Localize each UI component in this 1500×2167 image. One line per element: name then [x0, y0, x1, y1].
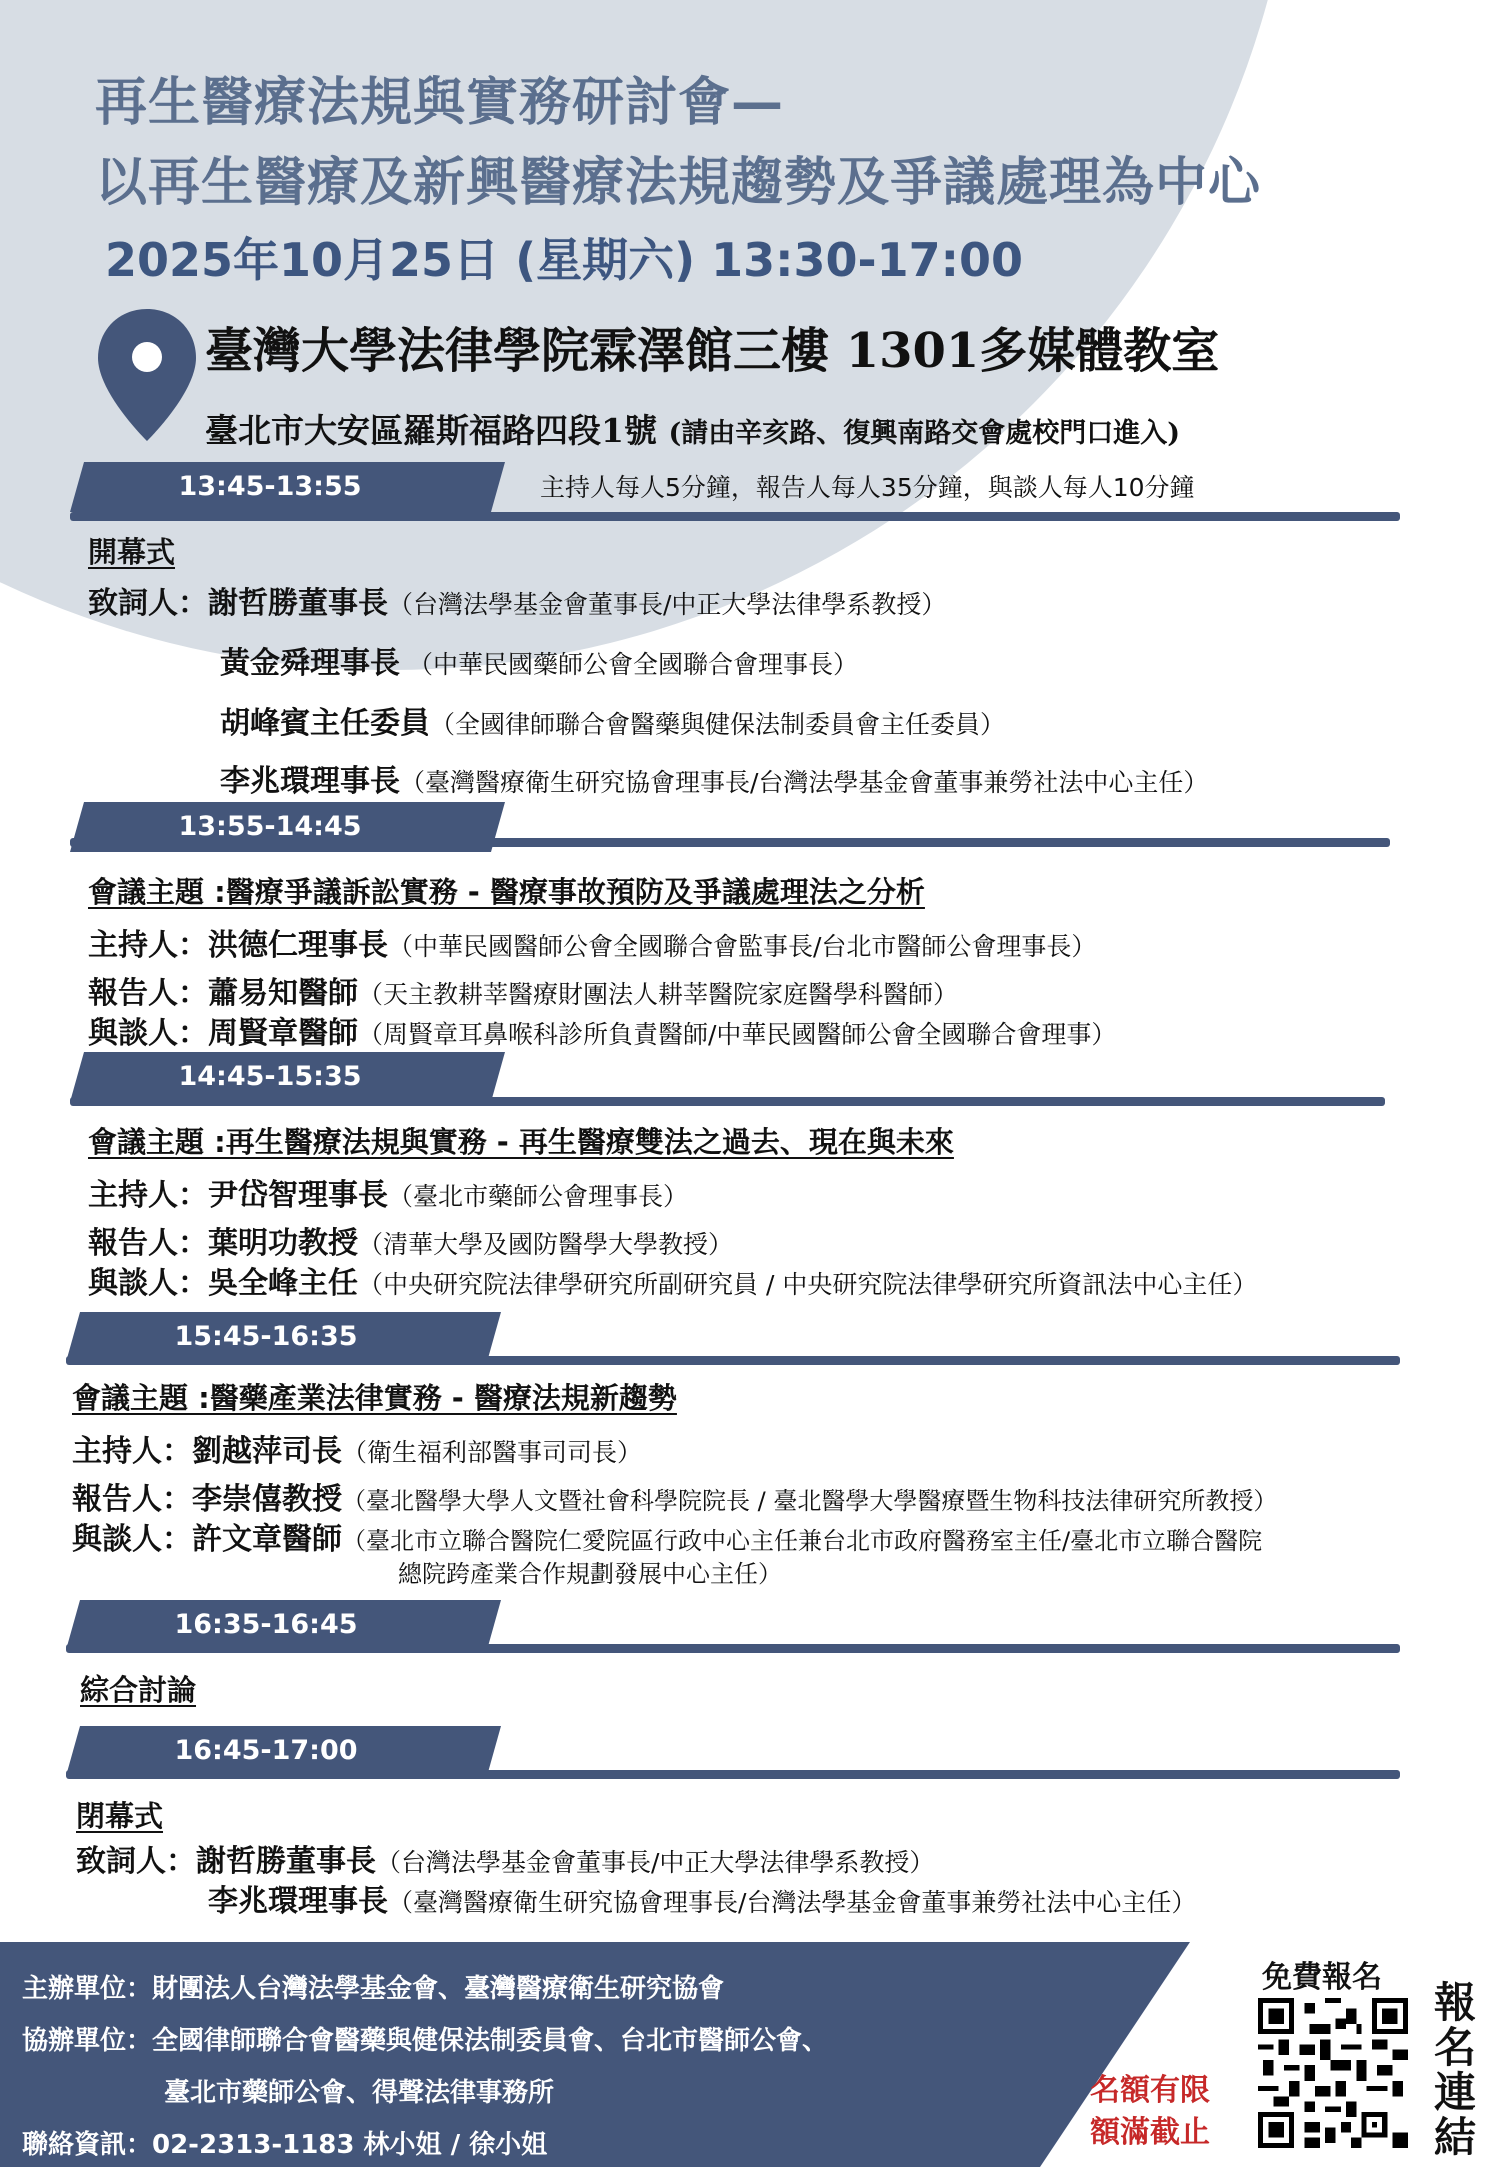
co-organizer-text-cont: 臺北市藥師公會、得聲法律事務所 [164, 2078, 555, 2108]
speaker-name: 李兆環理事長 [220, 764, 400, 799]
speaker-desc: （清華大學及國防醫學大學教授） [358, 1230, 734, 1259]
organizer-text: 主辦單位：財團法人台灣法學基金會、臺灣醫療衛生研究協會 [22, 1974, 725, 2004]
session-2-heading: 會議主題 :醫療爭議訴訟實務 - 醫療事故預防及爭議處理法之分析 [88, 875, 925, 909]
speaker-role: 致詞人： [88, 586, 208, 621]
speaker-desc: （台灣法學基金會董事長/中正大學法律學系教授） [376, 1848, 935, 1877]
session-1-time: 13:45-13:55 [178, 471, 362, 502]
speaker-row [208, 1876, 1196, 1920]
speaker-name: 葉明功教授 [208, 1226, 358, 1261]
limit-line-1: 名額有限 [1090, 2073, 1210, 2108]
speaker-row [88, 578, 946, 622]
free-registration-label: 免費報名 [1262, 1960, 1382, 1995]
speaker-name: 謝哲勝董事長 [196, 1844, 376, 1879]
session-2-time: 13:55-14:45 [178, 811, 362, 842]
speaker-desc: （中華民國醫師公會全國聯合會監事長/台北市醫師公會理事長） [388, 932, 1097, 961]
speaker-name: 洪德仁理事長 [208, 928, 388, 963]
speaker-desc: （臺北醫學大學人文暨社會科學院院長 / 臺北醫學大學醫療暨生物科技法律研究所教授） [342, 1487, 1278, 1515]
speaker-name: 謝哲勝董事長 [208, 586, 388, 621]
venue-name: 臺灣大學法律學院霖澤館三樓 1301多媒體教室 [205, 323, 1220, 379]
speaker-row [88, 1170, 688, 1214]
session-3-bar [70, 1052, 1385, 1112]
speaker-desc: 總院跨產業合作規劃發展中心主任） [398, 1560, 782, 1588]
speaker-role: 主持人： [88, 928, 208, 963]
speaker-row [72, 1426, 642, 1470]
speaker-row [88, 1008, 1116, 1052]
address-note: (請由辛亥路、復興南路交會處校門口進入) [668, 418, 1181, 449]
session-4-bar [66, 1312, 1400, 1372]
session-3-time: 14:45-15:35 [178, 1061, 362, 1092]
speaker-name: 李兆環理事長 [208, 1884, 388, 1919]
speaker-name: 胡峰賓主任委員 [220, 706, 430, 741]
speaker-row [88, 968, 958, 1012]
speaker-role: 與談人： [88, 1266, 208, 1301]
speaker-role: 主持人： [72, 1434, 192, 1469]
session-6-heading: 閉幕式 [76, 1799, 164, 1833]
session-4-time: 15:45-16:35 [174, 1321, 358, 1352]
speaker-desc: （周賢章耳鼻喉科診所負責醫師/中華民國醫師公會全國聯合會理事） [358, 1020, 1117, 1049]
speaker-row [220, 638, 858, 682]
event-date: 2025年10月25日 (星期六) 13:30-17:00 [105, 233, 1024, 287]
limited-seats-notice [1070, 2070, 1230, 2154]
session-1-heading: 開幕式 [88, 535, 176, 569]
speaker-row [76, 1836, 934, 1880]
limit-line-2: 額滿截止 [1090, 2115, 1210, 2150]
register-link-label[interactable]: 報名連結 [1433, 1978, 1476, 2162]
speaker-desc: （台灣法學基金會董事長/中正大學法律學系教授） [388, 590, 947, 619]
speaker-row [220, 698, 1005, 742]
qr-code-icon[interactable] [1258, 1998, 1408, 2148]
venue-address [205, 405, 1180, 452]
speaker-role: 與談人： [72, 1522, 192, 1557]
speaker-role: 主持人： [88, 1178, 208, 1213]
speaker-desc: （中央研究院法律學研究所副研究員 / 中央研究院法律學研究所資訊法中心主任） [358, 1270, 1258, 1299]
speaker-row [220, 756, 1208, 800]
speaker-role: 報告人： [72, 1482, 192, 1517]
speaker-row [88, 1218, 733, 1262]
speaker-role: 報告人： [88, 1226, 208, 1261]
speaker-name: 周賢章醫師 [208, 1016, 358, 1051]
speaker-role: 致詞人： [76, 1844, 196, 1879]
session-time-note: 主持人每人5分鐘，報告人每人35分鐘，與談人每人10分鐘 [540, 473, 1195, 502]
speaker-desc: （衛生福利部醫事司司長） [342, 1438, 643, 1467]
speaker-name: 蕭易知醫師 [208, 976, 358, 1011]
speaker-name: 尹岱智理事長 [208, 1178, 388, 1213]
speaker-row [88, 1258, 1257, 1302]
co-organizer-text: 協辦單位：全國律師聯合會醫藥與健保法制委員會、台北市醫師公會、 [22, 2026, 829, 2056]
speaker-desc: （天主教耕莘醫療財團法人耕莘醫院家庭醫學科醫師） [358, 980, 959, 1009]
speaker-row [72, 1514, 1262, 1558]
speaker-name: 許文章醫師 [192, 1522, 342, 1557]
session-2-bar [70, 802, 1390, 862]
session-3-heading: 會議主題 :再生醫療法規與實務 - 再生醫療雙法之過去、現在與未來 [88, 1125, 954, 1159]
speaker-desc: （臺北市立聯合醫院仁愛院區行政中心主任兼台北市政府醫務室主任/臺北市立聯合醫院 [342, 1527, 1263, 1555]
session-6-bar [66, 1726, 1400, 1786]
speaker-name: 黃金舜理事長 [220, 646, 400, 681]
speaker-row [72, 1474, 1277, 1518]
speaker-desc: （臺北市藥師公會理事長） [388, 1182, 689, 1211]
address-text: 臺北市大安區羅斯福路四段1號 [205, 411, 657, 450]
speaker-desc: （臺灣醫療衛生研究協會理事長/台灣法學基金會董事兼勞社法中心主任） [388, 1888, 1197, 1917]
speaker-desc: （全國律師聯合會醫藥與健保法制委員會主任委員） [430, 710, 1006, 739]
session-4-heading: 會議主題 :醫藥產業法律實務 - 醫療法規新趨勢 [72, 1381, 677, 1415]
session-1-bar [70, 462, 1400, 522]
title-line-2: 以再生醫療及新興醫療法規趨勢及爭議處理為中心 [95, 153, 1262, 213]
speaker-desc-continued [398, 1554, 782, 1590]
session-5-time: 16:35-16:45 [174, 1609, 358, 1640]
speaker-name: 李崇僖教授 [192, 1482, 342, 1517]
speaker-name: 吳全峰主任 [208, 1266, 358, 1301]
session-5-bar [66, 1600, 1400, 1660]
speaker-row [88, 920, 1096, 964]
session-5-heading: 綜合討論 [80, 1673, 197, 1707]
title-line-1: 再生醫療法規與實務研討會— [95, 73, 785, 133]
speaker-desc: （中華民國藥師公會全國聯合會理事長） [400, 650, 858, 679]
speaker-name: 劉越萍司長 [192, 1434, 342, 1469]
speaker-role: 報告人： [88, 976, 208, 1011]
session-6-time: 16:45-17:00 [174, 1735, 358, 1766]
speaker-role: 與談人： [88, 1016, 208, 1051]
speaker-desc: （臺灣醫療衛生研究協會理事長/台灣法學基金會董事兼勞社法中心主任） [400, 768, 1209, 797]
location-pin-icon [92, 305, 202, 445]
contact-text: 聯絡資訊：02-2313-1183 林小姐 / 徐小姐 [22, 2130, 548, 2160]
